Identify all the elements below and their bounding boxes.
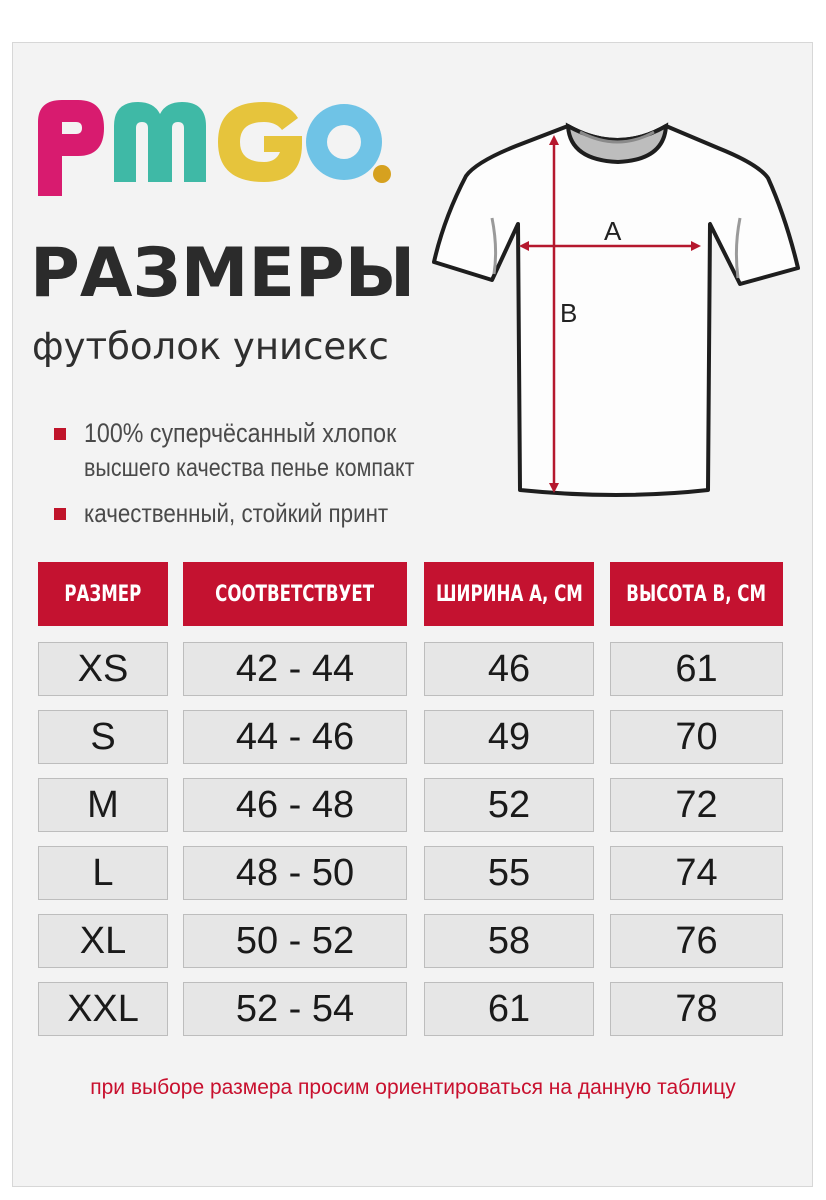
bullet-marker (54, 508, 66, 520)
footer-note: при выборе размера просим ориентироваться на данную таблицу (90, 1076, 736, 1099)
tshirt-diagram (428, 108, 804, 503)
cell-height: 76 (610, 914, 783, 968)
cell-size: M (38, 778, 168, 832)
cell-height: 78 (610, 982, 783, 1036)
cell-height: 74 (610, 846, 783, 900)
cell-size: L (38, 846, 168, 900)
pmgo-logo (32, 86, 392, 198)
cell-corresponds: 48 - 50 (183, 846, 407, 900)
header-corresponds: СООТВЕТСТВУЕТ (183, 562, 407, 626)
cell-corresponds: 46 - 48 (183, 778, 407, 832)
cell-width: 49 (424, 710, 594, 764)
header-width: ШИРИНА А, СМ (424, 562, 594, 626)
header-size: РАЗМЕР (38, 562, 168, 626)
cell-width: 52 (424, 778, 594, 832)
label-a: A (604, 216, 622, 246)
cell-width: 58 (424, 914, 594, 968)
cell-corresponds: 52 - 54 (183, 982, 407, 1036)
cell-size: XS (38, 642, 168, 696)
page-subtitle: футболок унисекс (32, 325, 389, 368)
cell-width: 55 (424, 846, 594, 900)
label-b: B (560, 298, 578, 328)
cell-size: XL (38, 914, 168, 968)
cell-size: S (38, 710, 168, 764)
cell-height: 61 (610, 642, 783, 696)
cell-corresponds: 42 - 44 (183, 642, 407, 696)
feature-1-line-2: высшего качества пенье компакт (84, 454, 415, 482)
cell-corresponds: 44 - 46 (183, 710, 407, 764)
cell-height: 72 (610, 778, 783, 832)
page-title: РАЗМЕРЫ (30, 234, 416, 313)
header-height: ВЫСОТА В, СМ (610, 562, 783, 626)
feature-1-line-1: 100% суперчёсанный хлопок (84, 418, 397, 448)
feature-2: качественный, стойкий принт (84, 498, 389, 528)
cell-height: 70 (610, 710, 783, 764)
cell-width: 61 (424, 982, 594, 1036)
bullet-marker (54, 428, 66, 440)
cell-width: 46 (424, 642, 594, 696)
cell-size: XXL (38, 982, 168, 1036)
cell-corresponds: 50 - 52 (183, 914, 407, 968)
